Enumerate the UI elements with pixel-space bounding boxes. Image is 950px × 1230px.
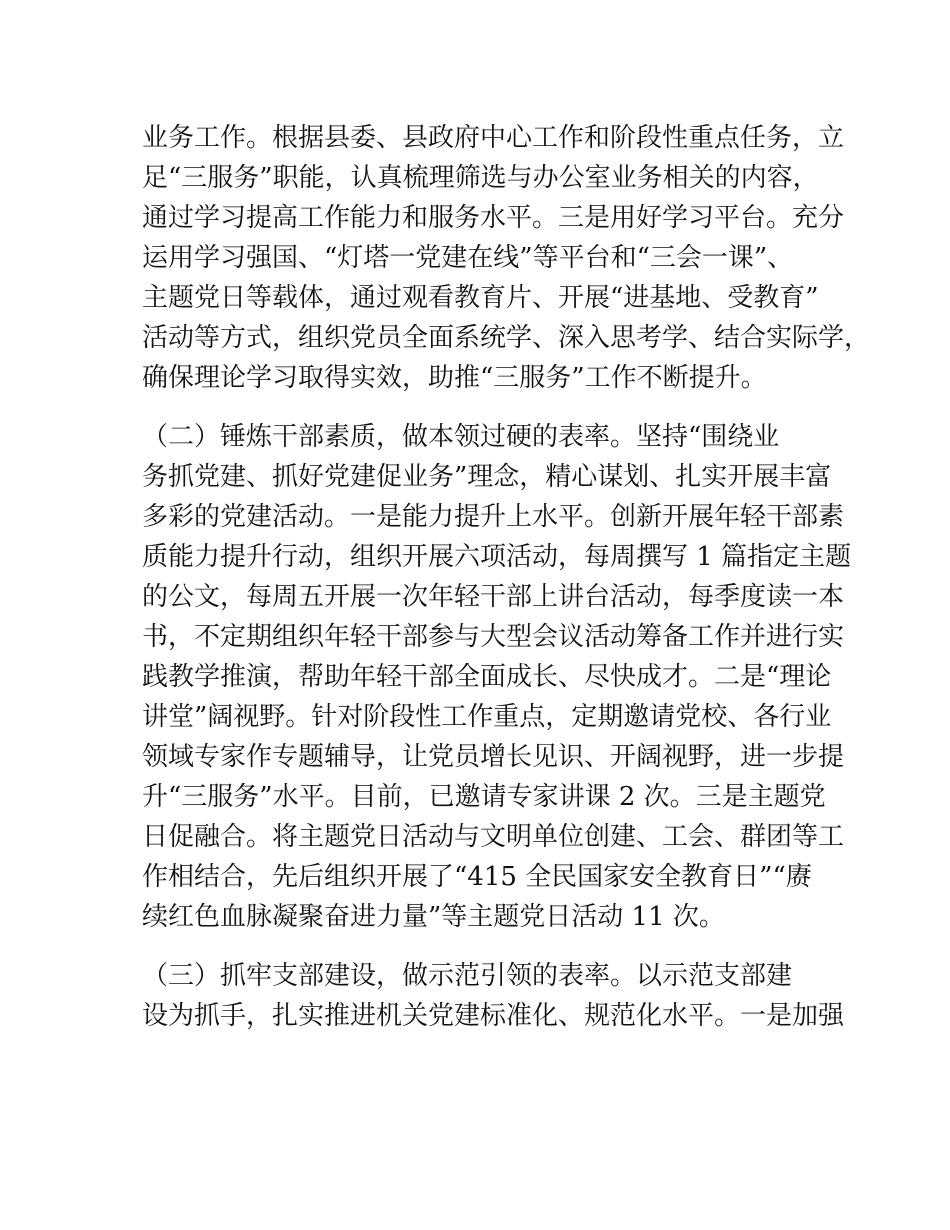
text-line: 作相结合，先后组织开展了“415 全民国家安全教育日”“赓 xyxy=(142,862,812,892)
text-line: 续红色血脉凝聚奋进力量”等主题党日活动 11 次。 xyxy=(142,902,725,932)
text-line: 通过学习提高工作能力和服务水平。三是用好学习平台。充分 xyxy=(142,203,845,233)
text-line: 日促融合。将主题党日活动与文明单位创建、工会、群团等工 xyxy=(142,822,845,852)
paragraph-3 xyxy=(142,956,845,1036)
paragraph-gap xyxy=(142,398,832,417)
text-line: 践教学推演，帮助年轻干部全面成长、尽快成才。二是“理论 xyxy=(142,662,832,692)
paragraph-gap xyxy=(142,937,832,956)
text-line: 升“三服务”水平。目前，已邀请专家讲课 2 次。三是主题党 xyxy=(142,782,826,812)
text-line: 务抓党建、抓好党建促业务”理念，精心谋划、扎实开展丰富 xyxy=(142,462,832,492)
text-line: 讲堂”阔视野。针对阶段性工作重点，定期邀请党校、各行业 xyxy=(142,702,832,732)
text-line: 业务工作。根据县委、县政府中心工作和阶段性重点任务，立 xyxy=(142,123,845,153)
text-line: 领域专家作专题辅导，让党员增长见识、开阔视野，进一步提 xyxy=(142,742,845,772)
text-line: 的公文，每周五开展一次年轻干部上讲台活动，每季度读一本 xyxy=(142,582,845,612)
document-body xyxy=(142,118,871,1036)
text-line: 书，不定期组织年轻干部参与大型会议活动筹备工作并进行实 xyxy=(142,622,845,652)
text-line: （三）抓牢支部建设，做示范引领的表率。以示范支部建 xyxy=(142,961,793,991)
text-line: 活动等方式，组织党员全面系统学、深入思考学、结合实际学， xyxy=(142,323,871,353)
text-line: 运用学习强国、“灯塔一党建在线”等平台和“三会一课”、 xyxy=(142,243,794,273)
paragraph-2 xyxy=(142,417,852,937)
text-line: 确保理论学习取得实效，助推“三服务”工作不断提升。 xyxy=(142,363,767,393)
text-line: （二）锤炼干部素质，做本领过硬的表率。坚持“围绕业 xyxy=(142,422,780,452)
text-line: 质能力提升行动，组织开展六项活动，每周撰写 1 篇指定主题 xyxy=(142,542,852,572)
text-line: 多彩的党建活动。一是能力提升上水平。创新开展年轻干部素 xyxy=(142,502,845,532)
paragraph-1 xyxy=(142,118,871,398)
text-line: 主题党日等载体，通过观看教育片、开展“进基地、受教育” xyxy=(142,283,819,313)
text-line: 设为抓手，扎实推进机关党建标准化、规范化水平。一是加强 xyxy=(142,1001,845,1031)
text-line: 足“三服务”职能，认真梳理筛选与办公室业务相关的内容， xyxy=(142,163,819,193)
